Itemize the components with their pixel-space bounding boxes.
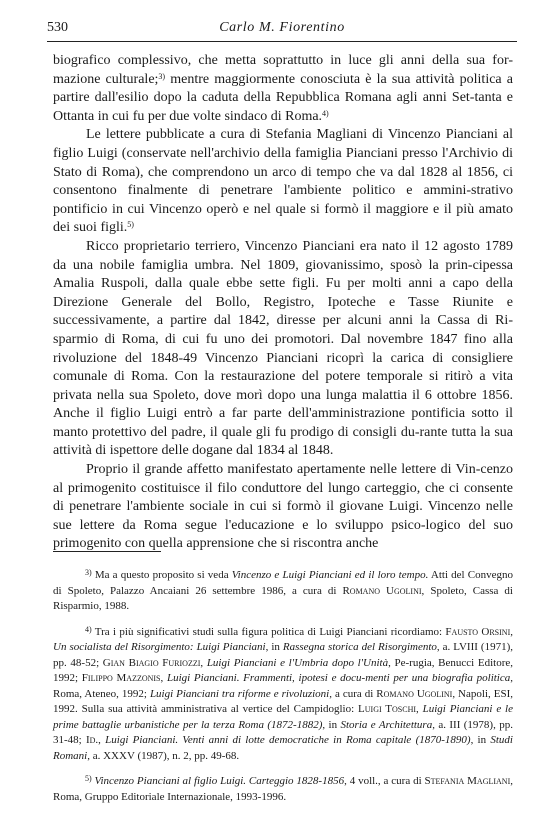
footnote-ref-5: 5) [127,220,134,230]
page-number: 530 [47,20,68,35]
footnote-mark: 5) [85,774,92,783]
paragraph-2: Le lettere pubblicate a cura di Stefania Magliani di Vincenzo Pianciani al figlio Luigi (conservate nell'archivio della famiglia Pianciani presso l'Archivio di Stato di Roma), che comprendono un arco di tempo che va dal 1828 al 1856, ci consentono finalmente di penetrare l'ambiente politico e ammini-strativo pontificio in cui Vincenzo operò e nel quale si formò il maggiore e il più amato dei suoi figli.$^{5)}$ [53,127,513,236]
footnote-4: $^{4)}$ Tra i più significativi studi sulla figura politica di Luigi Pianciani ricordiamo: Fausto Orsini, Un socialista del Risorgimento: Luigi Pianciani, in Rassegna storica del Risorgimento, a. LVIII (1971), pp. 48-52; Gian Biagio Furiozzi, Luigi Pianciani e l'Umbria dopo l'Unità, Pe-rugia, Benucci Editore, 1992; Filippo Mazzonis, Luigi Pianciani. Frammenti, ipotesi e docu-menti per una biografia politica, Roma, Ateneo, 1992; Luigi Pianciani tra riforme e rivoluzioni, a cura di Romano Ugolini, Napoli, ESI, 1992. Sulla sua attività amministrativa al vertice del Campidoglio: Luigi Toschi, Luigi Pianciani e le prime battaglie urbanistiche per la terza Roma (1872-1882), in Storia e Architettura, a. III (1978), pp. 31-48; Id., Luigi Pianciani. Venti anni di lotte democratiche in Roma capitale (1870-1890), in Studi Romani, a. XXXV (1987), n. 2, pp. 49-68. [53,624,514,762]
footnote-ref-3: 3) [158,71,166,81]
footnotes [53,568,513,810]
footnote-5: $^{5)}$ Vincenzo Pianciani al figlio Luigi. Carteggio 1828-1856, 4 voll., a cura di Stefania Magliani, Roma, Gruppo Editoriale Internazionale, 1993-1996. [53,774,513,803]
paragraph-1: biografico complessivo, che metta soprattutto in luce gli anni della sua for-mazione culturale;$^{3)}$ mentre maggiormente conosciuta è la sua attività politica a partire dall'esilio dopo la caduta della Repubblica Romana agli anni Set-tanta e Ottanta in cui fu per due volte sindaco di Roma.$^{4)}$ [53,53,513,124]
footnote-ref-4: 4) [322,108,329,118]
footnote-mark: 3) [85,568,92,577]
header-rule [47,41,517,42]
page-header [47,20,517,40]
footnote-mark: 4) [85,624,92,634]
footnote-3: $^{3)}$ Ma a questo proposito si veda Vincenzo e Luigi Pianciani ed il loro tempo. Atti del Convegno di Spoleto, Palazzo Ancaiani 26 settembre 1986, a cura di Romano Ugolini, Spoleto, Cassa di Risparmio, 1988. [53,568,513,612]
paragraph-3: Ricco proprietario terriero, Vincenzo Pianciani era nato il 12 agosto 1789 da una nobile famiglia umbra. Nel 1809, giovanissimo, sposò la prin-cipessa Amalia Ruspoli, dalla quale ebbe sette figli. Fu per molti anni a capo della Direzione Generale del Bollo, Registro, Ipoteche e Tasse Riunite e successivamente, a partire dal 1842, diresse per alcuni anni la Cassa di Ri-sparmio di Roma, di cui fu uno dei promotori. Dal novembre 1847 fino alla rivoluzione del 1848-49 Vincenzo Pianciani ricoprì la carica di consigliere comunale di Roma. Con la restaurazione del potere temporale si ritirò a vita privata nella sua Spoleto, dove morì dopo una lunga malattia il 6 ottobre 1856. Anche il figlio Luigi entrò a far parte dell'amministrazione pontificia sotto il manto protettivo del padre, il quale gli fu prodigo di consigli du-rante tutta la sua attività di ispettore delle dogane dal 1834 al 1848. [53,238,513,459]
paragraph-4: Proprio il grande affetto manifestato apertamente nelle lettere di Vin-cenzo al primogenito costituisce il filo conduttore del lungo carteggio, che ci consente di penetrare l'ambiente sociale in cui si formò il giovane Luigi. Vincenzo nelle sue lettere da Roma segue l'educazione e lo sviluppo psico-logico del suo primogenito con quella apprensione che si riscontra anche [53,462,513,552]
footnote-separator [53,551,161,552]
running-head: Carlo M. Fiorentino [219,20,345,35]
main-text [53,52,513,554]
